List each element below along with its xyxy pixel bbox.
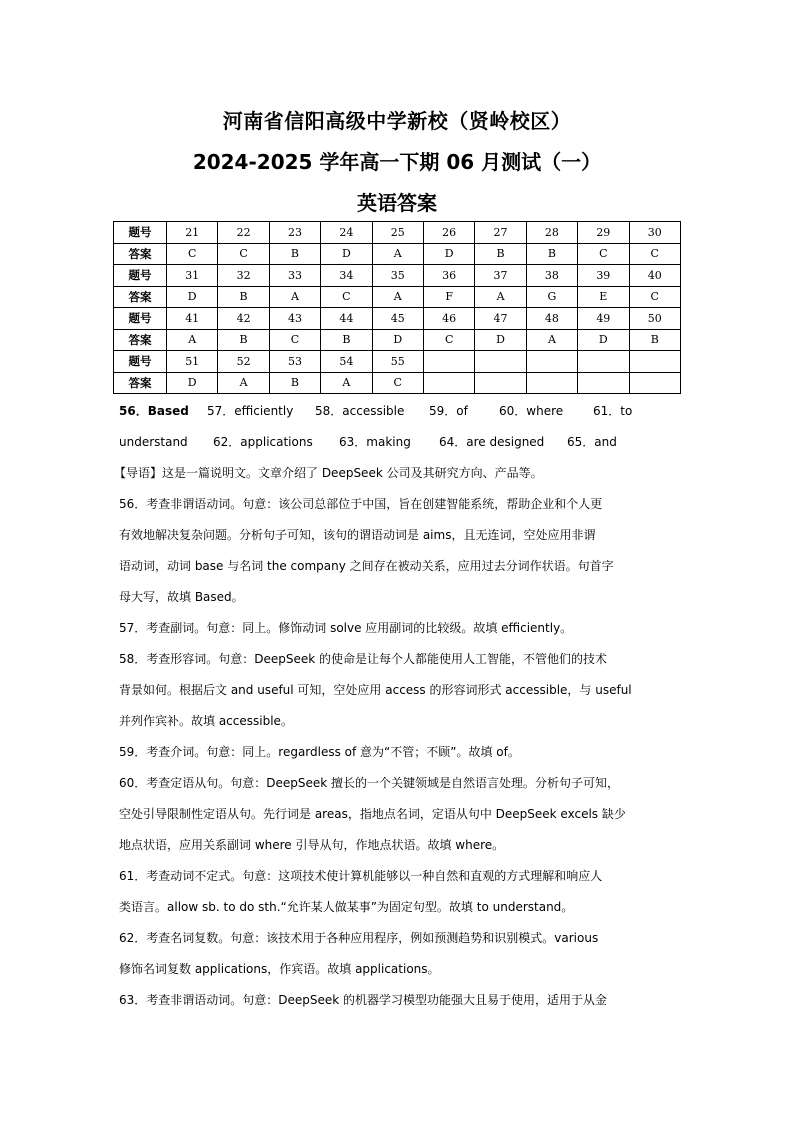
question-number-cell xyxy=(578,351,629,373)
answer-label: 答案 xyxy=(114,329,167,351)
key-60: 60．where xyxy=(499,404,564,418)
answer-cell: C xyxy=(629,286,680,308)
explanation-line: 母大写，故填 Based。 xyxy=(119,590,244,604)
answer-cell: B xyxy=(475,243,526,265)
question-number-cell: 45 xyxy=(372,308,423,330)
answer-cell xyxy=(629,372,680,394)
explanation-line: 语动词，动词 base 与名词 the company 之间存在被动关系，应用过去分词作状语。句首字 xyxy=(119,559,614,573)
question-number-cell: 55 xyxy=(372,351,423,373)
question-number-cell: 52 xyxy=(218,351,269,373)
answer-cell: B xyxy=(321,329,372,351)
answer-cell: B xyxy=(526,243,577,265)
answer-cell: C xyxy=(218,243,269,265)
question-number-cell: 46 xyxy=(423,308,474,330)
question-number-cell xyxy=(423,351,474,373)
answer-cell: F xyxy=(423,286,474,308)
question-number-cell: 23 xyxy=(269,222,320,244)
subject-title: 英语答案 xyxy=(357,191,437,215)
key-57: 57．efficiently xyxy=(207,404,294,418)
number-label: 题号 xyxy=(114,308,167,330)
number-row xyxy=(114,308,681,330)
question-number-cell: 49 xyxy=(578,308,629,330)
explanation-line: 59．考查介词。句意：同上。regardless of 意为“不管；不顾”。故填 of。 xyxy=(119,745,520,759)
answer-label: 答案 xyxy=(114,286,167,308)
question-number-cell: 40 xyxy=(629,265,680,287)
question-number-cell xyxy=(629,351,680,373)
question-number-cell: 28 xyxy=(526,222,577,244)
answer-cell: C xyxy=(423,329,474,351)
question-number-cell: 41 xyxy=(167,308,218,330)
question-number-cell: 47 xyxy=(475,308,526,330)
number-label: 题号 xyxy=(114,222,167,244)
question-number-cell: 21 xyxy=(167,222,218,244)
number-label: 题号 xyxy=(114,351,167,373)
question-number-cell: 48 xyxy=(526,308,577,330)
question-number-cell: 39 xyxy=(578,265,629,287)
answer-cell xyxy=(475,372,526,394)
question-number-cell: 29 xyxy=(578,222,629,244)
question-number-cell: 30 xyxy=(629,222,680,244)
question-number-cell: 36 xyxy=(423,265,474,287)
answer-table xyxy=(113,221,681,394)
question-number-cell: 35 xyxy=(372,265,423,287)
question-number-cell: 44 xyxy=(321,308,372,330)
number-row xyxy=(114,265,681,287)
answer-cell: A xyxy=(218,372,269,394)
answer-cell xyxy=(526,372,577,394)
answer-cell: A xyxy=(475,286,526,308)
fill-keys-line-2 xyxy=(119,433,617,450)
explanation-line: 63．考查非谓语动词。句意：DeepSeek 的机器学习模型功能强大且易于使用，适用于从金 xyxy=(119,993,608,1007)
answer-cell: B xyxy=(218,286,269,308)
answer-cell: A xyxy=(372,243,423,265)
answer-label: 答案 xyxy=(114,243,167,265)
answer-row xyxy=(114,329,681,351)
answer-cell: A xyxy=(526,329,577,351)
question-number-cell: 26 xyxy=(423,222,474,244)
answer-cell: B xyxy=(269,372,320,394)
key-65: 65．and xyxy=(567,435,617,449)
key-56: 56．Based xyxy=(119,404,189,418)
key-63: 63．making xyxy=(339,435,411,449)
key-58: 58．accessible xyxy=(315,404,405,418)
answer-cell: A xyxy=(372,286,423,308)
question-number-cell: 22 xyxy=(218,222,269,244)
answer-cell: D xyxy=(372,329,423,351)
fill-keys-line-1 xyxy=(119,402,632,419)
question-number-cell: 37 xyxy=(475,265,526,287)
question-number-cell: 32 xyxy=(218,265,269,287)
key-64: 64．are designed xyxy=(439,435,545,449)
number-row xyxy=(114,222,681,244)
explanation-line: 56．考查非谓语动词。句意：该公司总部位于中国，旨在创建智能系统，帮助企业和个人更 xyxy=(119,497,603,511)
answer-row xyxy=(114,372,681,394)
key-62: 62．applications xyxy=(213,435,313,449)
explanation-line: 有效地解决复杂问题。分析句子可知，该句的谓语动词是 aims，且无连词，空处应用非谓 xyxy=(119,528,596,542)
answer-cell: A xyxy=(321,372,372,394)
question-number-cell: 54 xyxy=(321,351,372,373)
question-number-cell: 53 xyxy=(269,351,320,373)
answer-cell xyxy=(578,372,629,394)
question-number-cell xyxy=(526,351,577,373)
question-number-cell: 34 xyxy=(321,265,372,287)
question-number-cell: 50 xyxy=(629,308,680,330)
answer-cell: C xyxy=(372,372,423,394)
answer-cell: D xyxy=(167,286,218,308)
key-61: 61．to xyxy=(593,404,633,418)
explanation-line: 58．考查形容词。句意：DeepSeek 的使命是让每个人都能使用人工智能，不管他们的技术 xyxy=(119,652,608,666)
explanation-line: 62．考查名词复数。句意：该技术用于各种应用程序，例如预测趋势和识别模式。various xyxy=(119,931,599,945)
question-number-cell: 43 xyxy=(269,308,320,330)
explanation-line: 并列作宾补。故填 accessible。 xyxy=(119,714,293,728)
answer-cell: C xyxy=(167,243,218,265)
explanation-line: 地点状语，应用关系副词 where 引导从句，作地点状语。故填 where。 xyxy=(119,838,505,852)
answer-row xyxy=(114,286,681,308)
question-number-cell: 24 xyxy=(321,222,372,244)
answer-cell: C xyxy=(321,286,372,308)
question-number-cell: 38 xyxy=(526,265,577,287)
answer-cell: D xyxy=(423,243,474,265)
answer-cell: C xyxy=(578,243,629,265)
question-number-cell: 42 xyxy=(218,308,269,330)
explanation-line: 60．考查定语从句。句意：DeepSeek 擅长的一个关键领域是自然语言处理。分析句子可知， xyxy=(119,776,620,790)
explanation-line: 【导语】这是一篇说明文。文章介绍了 DeepSeek 公司及其研究方向、产品等。 xyxy=(114,466,543,480)
number-label: 题号 xyxy=(114,265,167,287)
answer-cell: G xyxy=(526,286,577,308)
key-59: 59．of xyxy=(429,404,468,418)
question-number-cell: 31 xyxy=(167,265,218,287)
answer-cell: C xyxy=(269,329,320,351)
answer-cell: A xyxy=(167,329,218,351)
answer-label: 答案 xyxy=(114,372,167,394)
answer-cell: B xyxy=(629,329,680,351)
explanation-line: 空处引导限制性定语从句。先行词是 areas，指地点名词，定语从句中 DeepSeek excels 缺少 xyxy=(119,807,626,821)
answer-cell: D xyxy=(578,329,629,351)
question-number-cell: 25 xyxy=(372,222,423,244)
explanation-line: 57．考查副词。句意：同上。修饰动词 solve 应用副词的比较级。故填 efficiently。 xyxy=(119,621,573,635)
answer-cell: E xyxy=(578,286,629,308)
answer-cell: D xyxy=(167,372,218,394)
number-row xyxy=(114,351,681,373)
explanation-line: 类语言。allow sb. to do sth.“允许某人做某事”为固定句型。故填 to understand。 xyxy=(119,900,574,914)
explanation-line: 61．考查动词不定式。句意：这项技术使计算机能够以一种自然和直观的方式理解和响应人 xyxy=(119,869,603,883)
question-number-cell xyxy=(475,351,526,373)
exam-title: 2024-2025 学年高一下期 06 月测试（一） xyxy=(192,150,602,174)
answer-cell: D xyxy=(321,243,372,265)
answer-cell xyxy=(423,372,474,394)
answer-cell: B xyxy=(269,243,320,265)
question-number-cell: 33 xyxy=(269,265,320,287)
key-61-cont: understand xyxy=(119,435,188,449)
explanation-line: 背景如何。根据后文 and useful 可知，空处应用 access 的形容词形式 accessible，与 useful xyxy=(119,683,632,697)
explanation-line: 修饰名词复数 applications，作宾语。故填 applications。 xyxy=(119,962,440,976)
school-title: 河南省信阳高级中学新校（贤岭校区） xyxy=(222,109,572,133)
answer-cell: A xyxy=(269,286,320,308)
answer-cell: C xyxy=(629,243,680,265)
answer-row xyxy=(114,243,681,265)
question-number-cell: 51 xyxy=(167,351,218,373)
question-number-cell: 27 xyxy=(475,222,526,244)
answer-cell: D xyxy=(475,329,526,351)
answer-cell: B xyxy=(218,329,269,351)
